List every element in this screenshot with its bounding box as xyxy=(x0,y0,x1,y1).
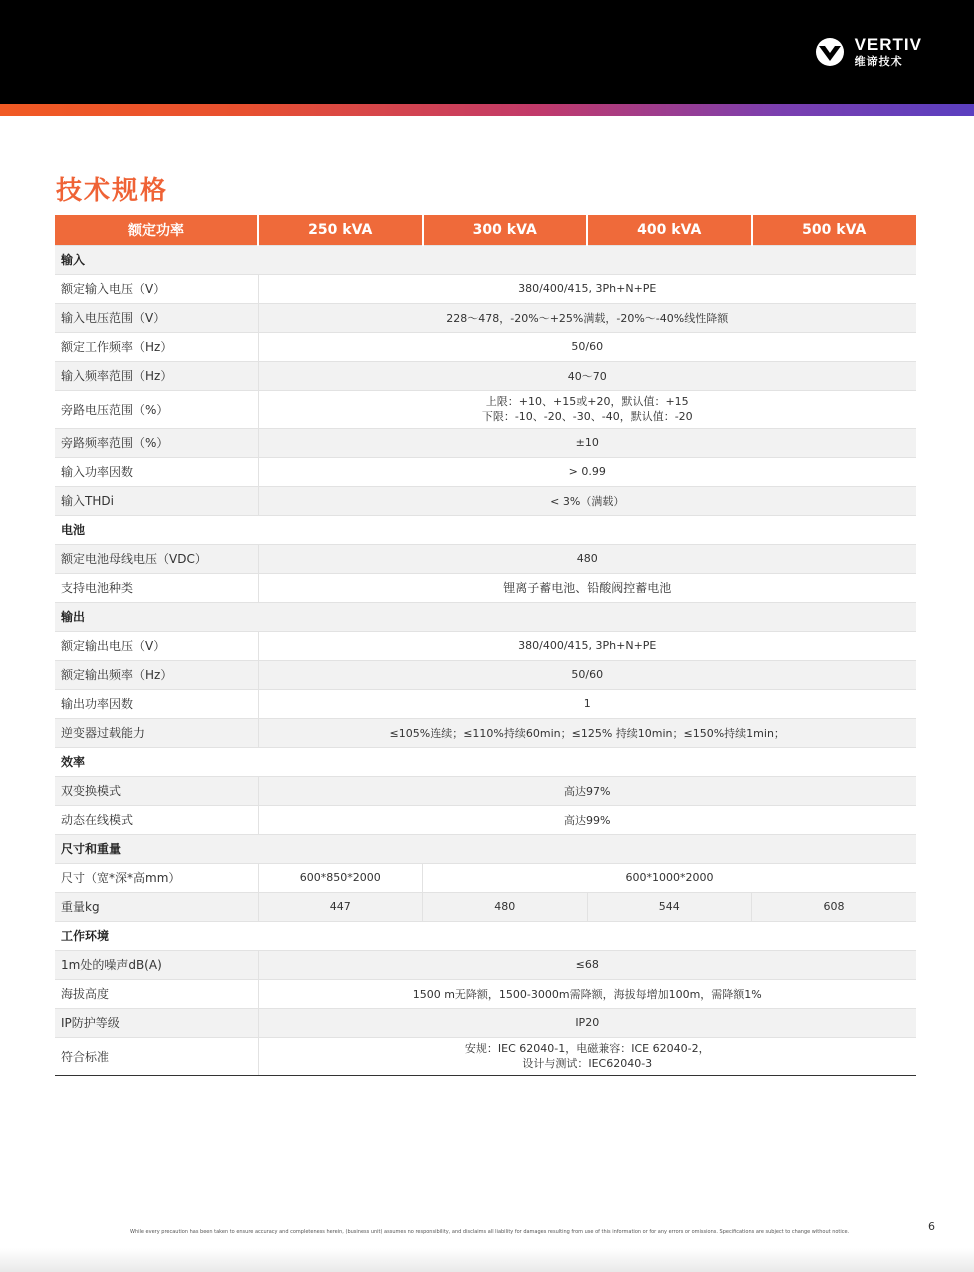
row-label: 额定输出频率（Hz） xyxy=(55,660,258,689)
row-value: 447 xyxy=(258,892,423,921)
row-value: IP20 xyxy=(258,1008,916,1037)
page-number: 6 xyxy=(928,1220,935,1233)
row-value: 600*850*2000 xyxy=(258,863,423,892)
row-value: 228～478，-20%～+25%满载，-20%～-40%线性降额 xyxy=(258,303,916,332)
header-500kva: 500 kVA xyxy=(752,215,917,245)
row-label: 支持电池种类 xyxy=(55,573,258,602)
row-value: ±10 xyxy=(258,428,916,457)
table-row xyxy=(55,303,916,332)
table-row xyxy=(55,892,916,921)
row-label: 额定工作频率（Hz） xyxy=(55,332,258,361)
row-value: 600*1000*2000 xyxy=(423,863,917,892)
table-row xyxy=(55,863,916,892)
page-title: 技术规格 xyxy=(56,176,169,206)
row-label: 旁路频率范围（%） xyxy=(55,428,258,457)
section-row-environment xyxy=(55,921,916,950)
table-row xyxy=(55,573,916,602)
row-value: ≤105%连续；≤110%持续60min；≤125% 持续10min；≤150%持续1min； xyxy=(258,718,916,747)
row-label: 输出功率因数 xyxy=(55,689,258,718)
table-row xyxy=(55,390,916,428)
section-title: 效率 xyxy=(55,747,916,776)
row-value: 高达97% xyxy=(258,776,916,805)
row-value: 锂离子蓄电池、铅酸阀控蓄电池 xyxy=(258,573,916,602)
table-row xyxy=(55,274,916,303)
row-value-line: 下限：-10、-20、-30、-40，默认值：-20 xyxy=(481,410,693,423)
row-value-line: 安规：IEC 62040-1，电磁兼容：ICE 62040-2， xyxy=(464,1042,710,1055)
header-400kva: 400 kVA xyxy=(587,215,752,245)
table-row xyxy=(55,718,916,747)
row-value: ≤68 xyxy=(258,950,916,979)
table-row xyxy=(55,457,916,486)
row-value: 50/60 xyxy=(258,660,916,689)
table-row xyxy=(55,1037,916,1075)
section-row-dimensions xyxy=(55,834,916,863)
table-row xyxy=(55,361,916,390)
row-label: 1m处的噪声dB(A) xyxy=(55,950,258,979)
table-row xyxy=(55,805,916,834)
row-label: 动态在线模式 xyxy=(55,805,258,834)
table-row xyxy=(55,486,916,515)
row-value: 40～70 xyxy=(258,361,916,390)
row-label: 逆变器过载能力 xyxy=(55,718,258,747)
row-label: 输入THDi xyxy=(55,486,258,515)
row-value xyxy=(258,390,916,428)
row-value: 544 xyxy=(587,892,752,921)
brand-name: VERTIV xyxy=(854,35,922,54)
table-header-row xyxy=(55,215,916,245)
section-row-output xyxy=(55,602,916,631)
row-value: 1 xyxy=(258,689,916,718)
row-label: 额定输入电压（V） xyxy=(55,274,258,303)
page-header xyxy=(0,0,974,104)
row-value-line: 设计与测试：IEC62040-3 xyxy=(522,1057,653,1070)
brand-name-cn: 维谛技术 xyxy=(854,55,903,68)
header-rated-power: 额定功率 xyxy=(55,215,258,245)
row-value: 480 xyxy=(258,544,916,573)
section-title: 工作环境 xyxy=(55,921,916,950)
section-row-efficiency xyxy=(55,747,916,776)
table-row xyxy=(55,332,916,361)
row-label: 旁路电压范围（%） xyxy=(55,390,258,428)
row-value: 380/400/415, 3Ph+N+PE xyxy=(258,274,916,303)
row-label: 额定输出电压（V） xyxy=(55,631,258,660)
row-value-line: 上限：+10、+15或+20，默认值：+15 xyxy=(485,395,689,408)
table-row xyxy=(55,776,916,805)
vertiv-chevron-icon xyxy=(813,37,847,67)
table-row xyxy=(55,950,916,979)
section-title: 输入 xyxy=(55,245,916,274)
spec-table xyxy=(55,215,916,1076)
footer-bar xyxy=(0,1248,974,1272)
row-value: 480 xyxy=(423,892,588,921)
row-label: IP防护等级 xyxy=(55,1008,258,1037)
header-gradient-bar xyxy=(0,104,974,116)
row-label: 海拔高度 xyxy=(55,979,258,1008)
row-value: > 0.99 xyxy=(258,457,916,486)
table-row xyxy=(55,428,916,457)
footer-disclaimer: While every precaution has been taken to ensure accuracy and completeness herein, (business unit) assumes no responsibility, and disclaims all liability for damages resulting from use of this information or for any errors or omissions. Specifications are subject to change without notice. xyxy=(130,1229,850,1235)
table-row xyxy=(55,1008,916,1037)
table-row xyxy=(55,631,916,660)
table-row xyxy=(55,979,916,1008)
row-label: 双变换模式 xyxy=(55,776,258,805)
row-label: 尺寸（宽*深*高mm） xyxy=(55,863,258,892)
row-label: 输入电压范围（V） xyxy=(55,303,258,332)
row-label: 符合标准 xyxy=(55,1037,258,1075)
row-label: 输入频率范围（Hz） xyxy=(55,361,258,390)
vertiv-logo xyxy=(813,36,922,67)
table-row xyxy=(55,660,916,689)
section-row-battery xyxy=(55,515,916,544)
table-row xyxy=(55,544,916,573)
section-title: 尺寸和重量 xyxy=(55,834,916,863)
section-row-input xyxy=(55,245,916,274)
header-250kva: 250 kVA xyxy=(258,215,423,245)
row-value: 380/400/415, 3Ph+N+PE xyxy=(258,631,916,660)
row-value: 高达99% xyxy=(258,805,916,834)
section-title: 电池 xyxy=(55,515,916,544)
header-300kva: 300 kVA xyxy=(423,215,588,245)
row-label: 重量kg xyxy=(55,892,258,921)
row-label: 输入功率因数 xyxy=(55,457,258,486)
section-title: 输出 xyxy=(55,602,916,631)
row-value: 50/60 xyxy=(258,332,916,361)
row-value: < 3%（满载） xyxy=(258,486,916,515)
table-row xyxy=(55,689,916,718)
row-value xyxy=(258,1037,916,1075)
row-value: 608 xyxy=(752,892,917,921)
row-label: 额定电池母线电压（VDC） xyxy=(55,544,258,573)
row-value: 1500 m无降额，1500-3000m需降额，海拔每增加100m，需降额1% xyxy=(258,979,916,1008)
